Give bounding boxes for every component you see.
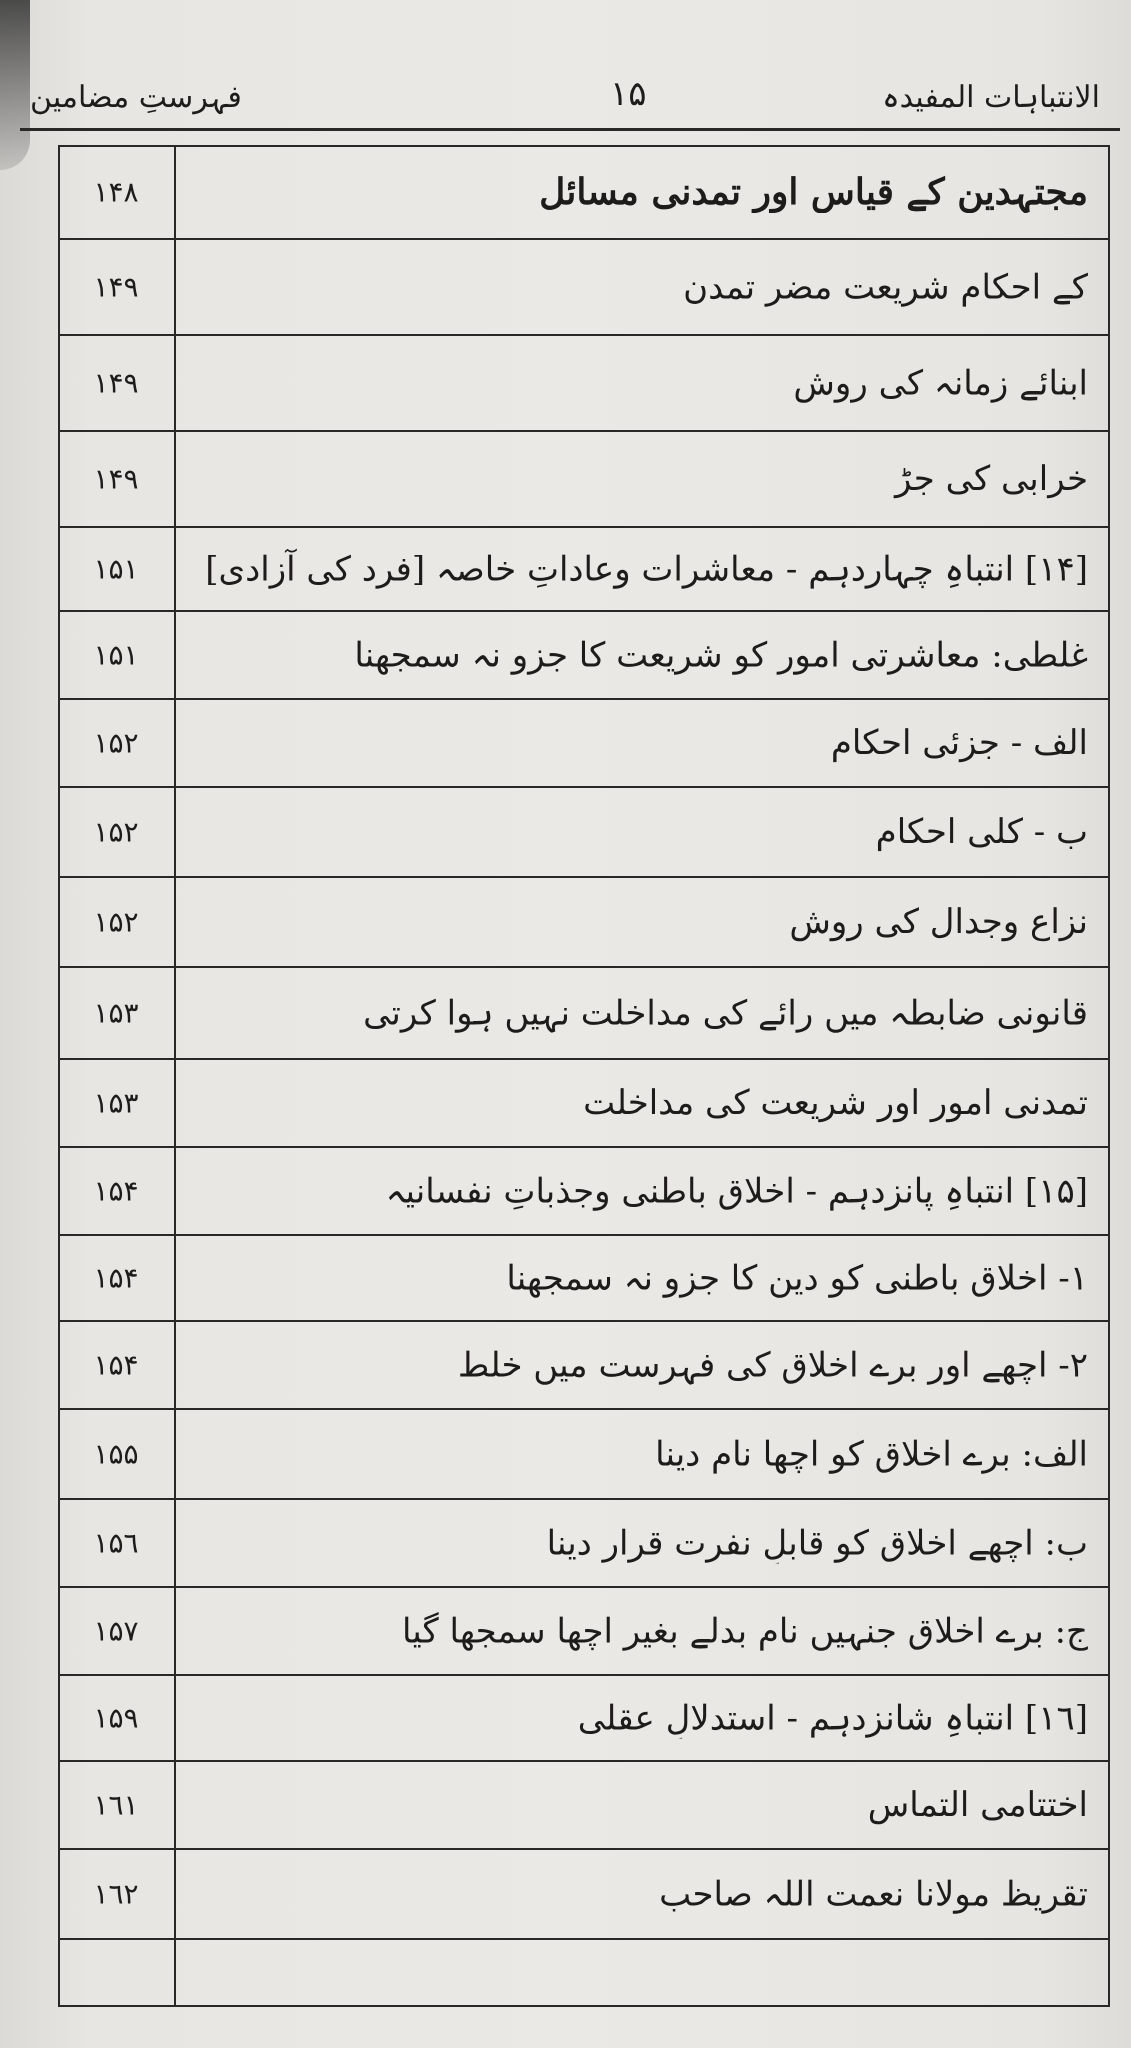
toc-page-number: ١۵٣ xyxy=(93,1086,139,1120)
toc-page-number: ١۵۴ xyxy=(93,1174,139,1208)
toc-row xyxy=(58,878,1110,968)
section-title: فہرستِ مضامین xyxy=(30,80,242,115)
toc-row xyxy=(58,1762,1110,1850)
toc-page-number: ١۴٩ xyxy=(93,270,139,304)
toc-row xyxy=(58,788,1110,878)
toc-page-number: ١۵٢ xyxy=(93,905,139,939)
toc-row xyxy=(58,700,1110,788)
toc-row xyxy=(58,432,1110,528)
toc-row xyxy=(58,1940,1110,2007)
toc-topic: غلطی: معاشرتی امور کو شریعت کا جزو نہ سمجھنا xyxy=(354,635,1088,676)
toc-row xyxy=(58,612,1110,700)
toc-row xyxy=(58,336,1110,432)
toc-topic: ١- اخلاقِ باطنی کو دین کا جزو نہ سمجھنا xyxy=(506,1258,1088,1299)
toc-topic: ب: اچھے اخلاق کو قابلِ نفرت قرار دینا xyxy=(546,1523,1088,1564)
toc-topic: نزاع وجدال کی روش xyxy=(789,902,1088,942)
toc-row xyxy=(58,1850,1110,1940)
book-title: الانتباہات المفیدہ xyxy=(882,80,1100,115)
toc-topic: ب - کلی احکام xyxy=(875,812,1088,852)
toc-row xyxy=(58,528,1110,612)
page-header xyxy=(20,62,1120,131)
toc-topic: الف - جزئی احکام xyxy=(830,723,1088,763)
toc-topic: ٢- اچھے اور برے اخلاق کی فہرست میں خلط xyxy=(457,1345,1088,1386)
toc-page-number: ١۵٧ xyxy=(93,1614,139,1648)
toc-row xyxy=(58,1588,1110,1676)
toc-row xyxy=(58,968,1110,1060)
toc-page-number: ١۵۴ xyxy=(93,1261,139,1295)
toc-topic: تمدنی امور اور شریعت کی مداخلت xyxy=(583,1083,1088,1123)
toc-topic: کے احکام شریعت مضر تمدن xyxy=(683,267,1088,308)
toc-row xyxy=(58,1500,1110,1588)
toc-page-number: ١۴٩ xyxy=(93,366,139,400)
toc-page-number: ١۵٣ xyxy=(93,996,139,1030)
toc-topic: مجتہدین کے قیاس اور تمدنی مسائل xyxy=(539,170,1088,213)
toc-row xyxy=(58,1676,1110,1762)
toc-topic: خرابی کی جڑ xyxy=(895,459,1088,499)
toc-topic: اختتامی التماس xyxy=(867,1785,1088,1825)
toc-topic: الف: برے اخلاق کو اچھا نام دینا xyxy=(655,1434,1088,1475)
toc-page-number: ١۵٦ xyxy=(93,1526,139,1560)
toc-page-number: ١۵١ xyxy=(93,552,139,586)
toc-topic: ابنائے زمانہ کی روش xyxy=(793,363,1088,404)
toc-row xyxy=(58,1236,1110,1322)
toc-row xyxy=(58,1322,1110,1410)
toc-page-number: ١۵٩ xyxy=(93,1701,139,1735)
toc-topic: [١٦] انتباہِ شانزدہم - استدلالِ عقلی xyxy=(577,1698,1088,1739)
toc-row xyxy=(58,1410,1110,1500)
toc-row xyxy=(58,1148,1110,1236)
toc-row xyxy=(58,240,1110,336)
toc-row xyxy=(58,145,1110,240)
toc-page-number: ١۵۴ xyxy=(93,1348,139,1382)
toc-page-number: ١۵۵ xyxy=(93,1437,139,1471)
toc-page-number: ١۴٨ xyxy=(93,175,139,208)
toc-page-number: ١۵١ xyxy=(93,638,139,672)
toc-topic: ج: برے اخلاق جنہیں نام بدلے بغیر اچھا سمجھا گیا xyxy=(401,1611,1088,1652)
toc-topic: [١۵] انتباہِ پانزدہم - اخلاقِ باطنی وجذباتِ نفسانیہ xyxy=(385,1171,1088,1212)
toc-page-number: ١٦٢ xyxy=(93,1877,139,1911)
toc-topic: قانونی ضابطہ میں رائے کی مداخلت نہیں ہوا کرتی xyxy=(363,993,1088,1034)
toc-page-number: ١٦١ xyxy=(93,1788,139,1822)
toc-topic: تقریظ مولانا نعمت اللہ صاحب xyxy=(659,1874,1088,1915)
toc-page-number: ١۴٩ xyxy=(93,462,139,496)
toc-page-number: ١۵٢ xyxy=(93,726,139,760)
page-number: ١۵ xyxy=(610,74,647,114)
toc-page-number: ١۵٢ xyxy=(93,815,139,849)
toc-row xyxy=(58,1060,1110,1148)
toc-topic: [١۴] انتباہِ چہاردہم - معاشرات وعاداتِ خاصہ [فرد کی آزادی] xyxy=(205,549,1088,590)
